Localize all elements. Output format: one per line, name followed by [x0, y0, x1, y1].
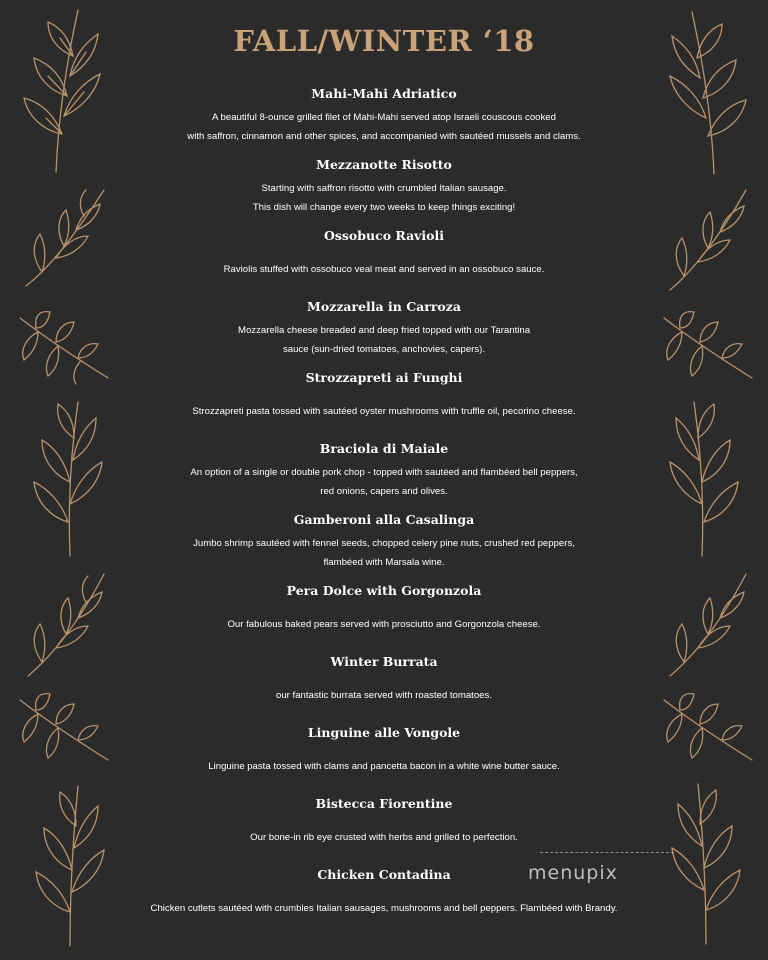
- leaf-icon: [16, 4, 112, 174]
- menu-title: FALL/WINTER ‘18: [233, 24, 535, 58]
- menu-item-desc: Raviolis stuffed with ossobuco veal meat and served in an ossobuco sauce.: [223, 264, 545, 275]
- leaf-icon: [16, 308, 112, 388]
- menu-item: [110, 370, 658, 421]
- menu-item: [110, 796, 658, 847]
- menu-item-name: Mozzarella in Carroza: [307, 299, 461, 314]
- leaf-icon: [660, 570, 756, 682]
- menu-item-name: Gamberoni alla Casalinga: [293, 512, 475, 527]
- menu-item-name: Linguine alle Vongole: [307, 725, 461, 740]
- menu-item-name: Mahi-Mahi Adriatico: [311, 86, 457, 101]
- menu-item-desc: Strozzapreti pasta tossed with sautéed oyster mushrooms with truffle oil, pecorino cheese.: [192, 406, 576, 417]
- watermark-logo: menupix: [528, 862, 618, 884]
- menu-item-desc: our fantastic burrata served with roasted tomatoes.: [276, 690, 492, 701]
- menu-item-desc: Starting with saffron risotto with crumbled Italian sausage.: [261, 183, 507, 194]
- menu-item-name: Chicken Contadina: [317, 867, 451, 882]
- menu-item-name: Pera Dolce with Gorgonzola: [286, 583, 482, 598]
- menu-item-desc: sauce (sun-dried tomatoes, anchovies, capers).: [282, 344, 486, 355]
- watermark-divider: [540, 852, 674, 854]
- menu-item-desc: This dish will change every two weeks to keep things exciting!: [252, 202, 516, 213]
- menu-item: [110, 654, 658, 705]
- leaf-icon: [16, 398, 112, 558]
- menu-item-desc: red onions, capers and olives.: [320, 486, 448, 497]
- leaf-icon: [660, 690, 756, 770]
- menu-item-desc: Our bone-in rib eye crusted with herbs and grilled to perfection.: [250, 832, 518, 843]
- leaf-icon: [18, 782, 114, 948]
- menu-item-name: Winter Burrata: [330, 654, 438, 669]
- menu-item-name: Bistecca Fiorentine: [315, 796, 453, 811]
- menu-item-desc: An option of a single or double pork chop - topped with sautéed and flambéed bell peppers,: [190, 467, 578, 478]
- menu-item-desc: Chicken cutlets sautéed with crumbles Italian sausages, mushrooms and bell peppers. Flambéed with Brandy.: [150, 903, 618, 914]
- menu-item-desc: with saffron, cinnamon and other spices, and accompanied with sautéed mussels and clams.: [187, 131, 581, 142]
- menu-item: [110, 583, 658, 634]
- menu-item: [110, 299, 658, 359]
- menu-item-desc: Mozzarella cheese breaded and deep fried topped with our Tarantina: [237, 325, 531, 336]
- menu-item-name: Strozzapreti ai Funghi: [305, 370, 463, 385]
- menu-item-desc: Our fabulous baked pears served with prosciutto and Gorgonzola cheese.: [227, 619, 541, 630]
- menu-item: [110, 228, 658, 279]
- leaf-icon: [660, 308, 756, 388]
- leaf-icon: [658, 6, 754, 176]
- menu-item-desc: A beautiful 8-ounce grilled filet of Mahi-Mahi served atop Israeli couscous cooked: [212, 112, 556, 123]
- leaf-icon: [660, 398, 756, 558]
- menu-item-name: Braciola di Maiale: [319, 441, 449, 456]
- leaf-icon: [660, 186, 756, 296]
- menu-item: [110, 86, 658, 146]
- leaf-icon: [16, 690, 112, 770]
- menu-item-desc: Jumbo shrimp sautéed with fennel seeds, chopped celery pine nuts, crushed red peppers,: [193, 538, 575, 549]
- menu-item-desc: Linguine pasta tossed with clams and pancetta bacon in a white wine butter sauce.: [208, 761, 560, 772]
- leaf-icon: [662, 780, 758, 946]
- menu-item-desc: flambéed with Marsala wine.: [323, 557, 445, 568]
- menu-item: [110, 157, 658, 217]
- menu-item: [110, 441, 658, 501]
- leaf-icon: [18, 186, 114, 296]
- menu-item: [110, 512, 658, 572]
- menu-item-name: Mezzanotte Risotto: [316, 157, 452, 172]
- leaf-icon: [18, 570, 114, 682]
- menu-item-name: Ossobuco Ravioli: [323, 228, 445, 243]
- menu-item: [110, 725, 658, 776]
